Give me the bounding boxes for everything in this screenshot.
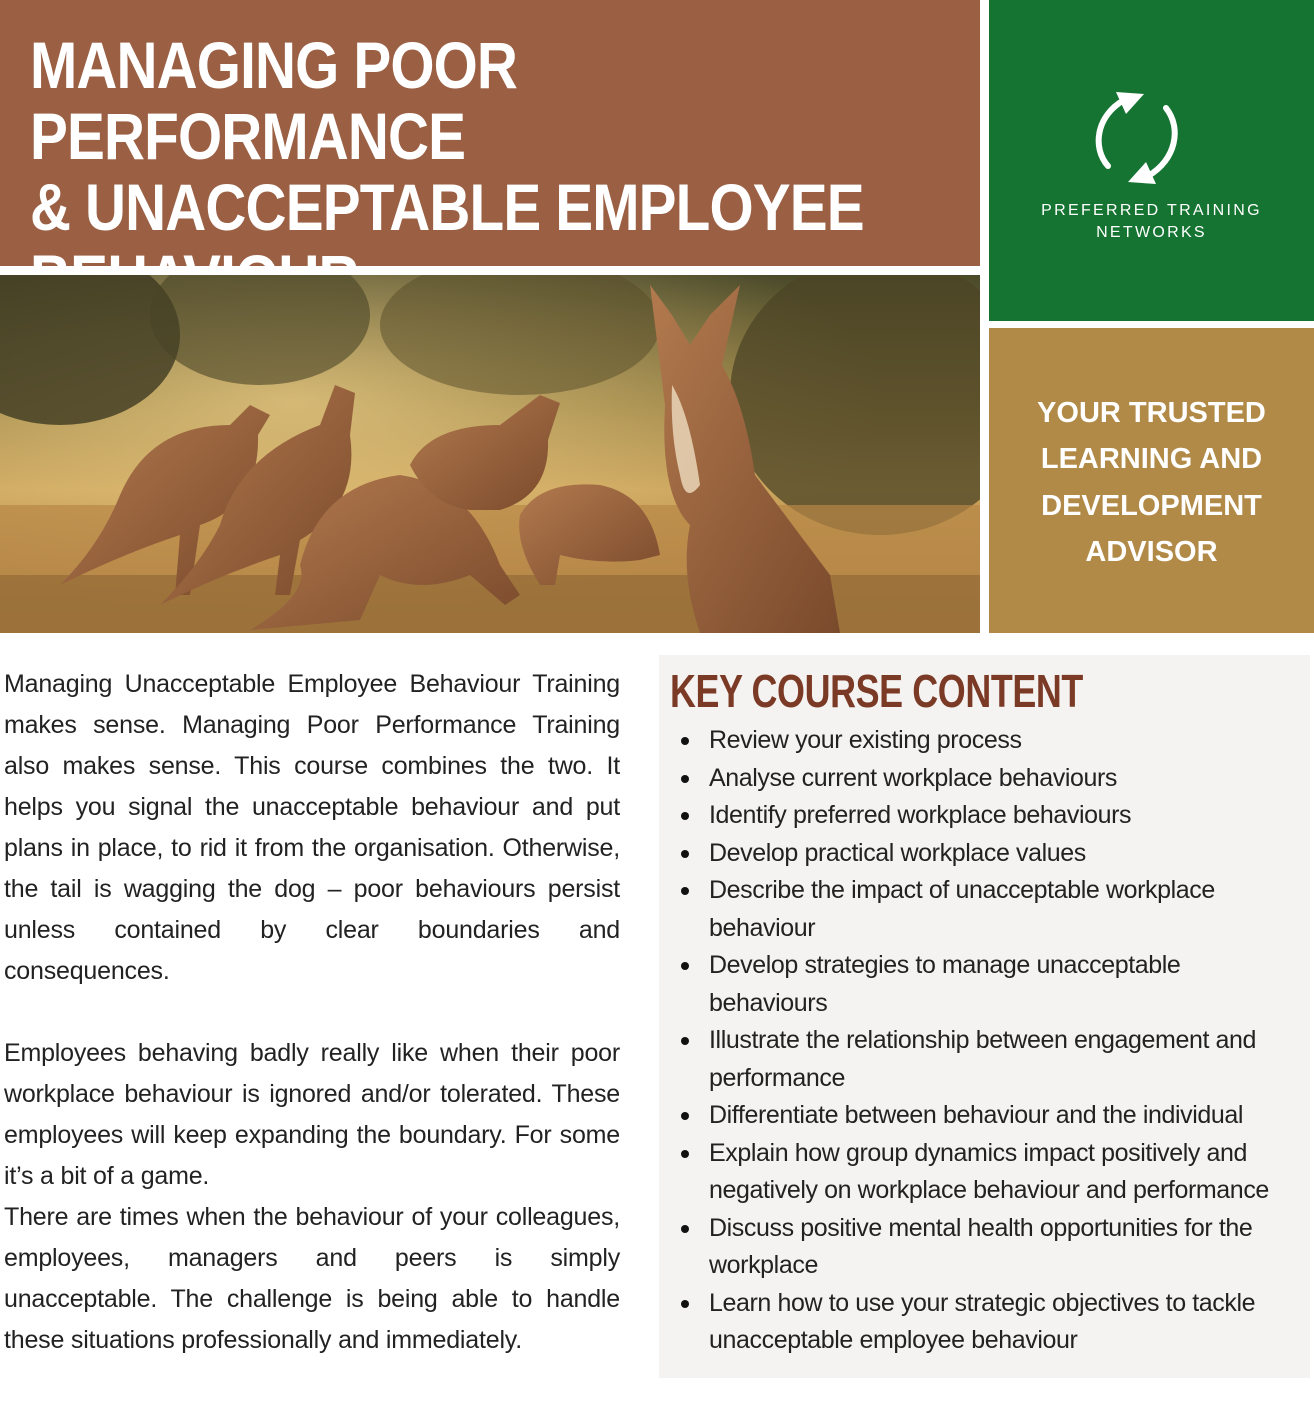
intro-paragraph-1: Managing Unacceptable Employee Behaviour Training makes sense. Managing Poor Performance Training also makes sense. This course combines the two. It helps you signal the unacceptable behaviour and put plans in place, to rid it from the organisation. Otherwise, the tail is wagging the dog – poor behaviours persist unless contained by clear boundaries and consequences. bbox=[4, 670, 620, 985]
list-item: Develop practical workplace values bbox=[709, 835, 1304, 873]
list-item: Learn how to use your strategic objectives to tackle unacceptable employee behaviour bbox=[709, 1285, 1304, 1360]
key-course-content-panel bbox=[659, 655, 1310, 1378]
list-item: Explain how group dynamics impact positively and negatively on workplace behaviour and performance bbox=[709, 1135, 1304, 1210]
tagline-line-1: YOUR TRUSTED bbox=[1037, 396, 1266, 429]
title-line-2: & UNACCEPTABLE EMPLOYEE bbox=[30, 170, 864, 244]
list-item: Review your existing process bbox=[709, 722, 1304, 760]
tagline-line-2: LEARNING AND bbox=[1040, 443, 1263, 475]
list-item: Develop strategies to manage unacceptable behaviours bbox=[709, 947, 1304, 1022]
key-course-content-list bbox=[709, 722, 1304, 1360]
list-item: Differentiate between behaviour and the individual bbox=[709, 1097, 1304, 1135]
brand-name-line-1: PREFERRED TRAINING bbox=[1041, 202, 1262, 219]
page-title bbox=[30, 30, 942, 314]
key-course-content-heading: KEY COURSE CONTENT bbox=[670, 665, 1083, 717]
circular-arrows-icon bbox=[1086, 86, 1186, 190]
brand-block bbox=[989, 0, 1314, 321]
list-item: Discuss positive mental health opportunities for the workplace bbox=[709, 1210, 1304, 1285]
list-item: Describe the impact of unacceptable workplace behaviour bbox=[709, 872, 1304, 947]
tagline-line-3: DEVELOPMENT bbox=[1041, 489, 1262, 522]
title-banner bbox=[0, 0, 980, 266]
kangaroos-illustration bbox=[0, 275, 980, 633]
intro-paragraph-2: Employees behaving badly really like when their poor workplace behaviour is ignored and/or tolerated. These employees will keep expanding the boundary. For some it’s a bit of a game. bbox=[4, 1039, 620, 1190]
intro-text bbox=[4, 664, 620, 1361]
list-item: Identify preferred workplace behaviours bbox=[709, 797, 1304, 835]
tagline-line-4: ADVISOR bbox=[1085, 536, 1218, 568]
tagline-block bbox=[989, 328, 1314, 633]
title-line-1: MANAGING POOR PERFORMANCE bbox=[30, 28, 518, 173]
intro-paragraph-3: There are times when the behaviour of your colleagues, employees, managers and peers is simply unacceptable. The challenge is being able to handle these situations professionally and immediately. bbox=[4, 1203, 620, 1354]
brand-name bbox=[989, 200, 1314, 244]
kangaroos-photo bbox=[0, 275, 980, 633]
list-item: Illustrate the relationship between engagement and performance bbox=[709, 1022, 1304, 1097]
brand-name-line-2: NETWORKS bbox=[1096, 224, 1207, 241]
list-item: Analyse current workplace behaviours bbox=[709, 760, 1304, 798]
